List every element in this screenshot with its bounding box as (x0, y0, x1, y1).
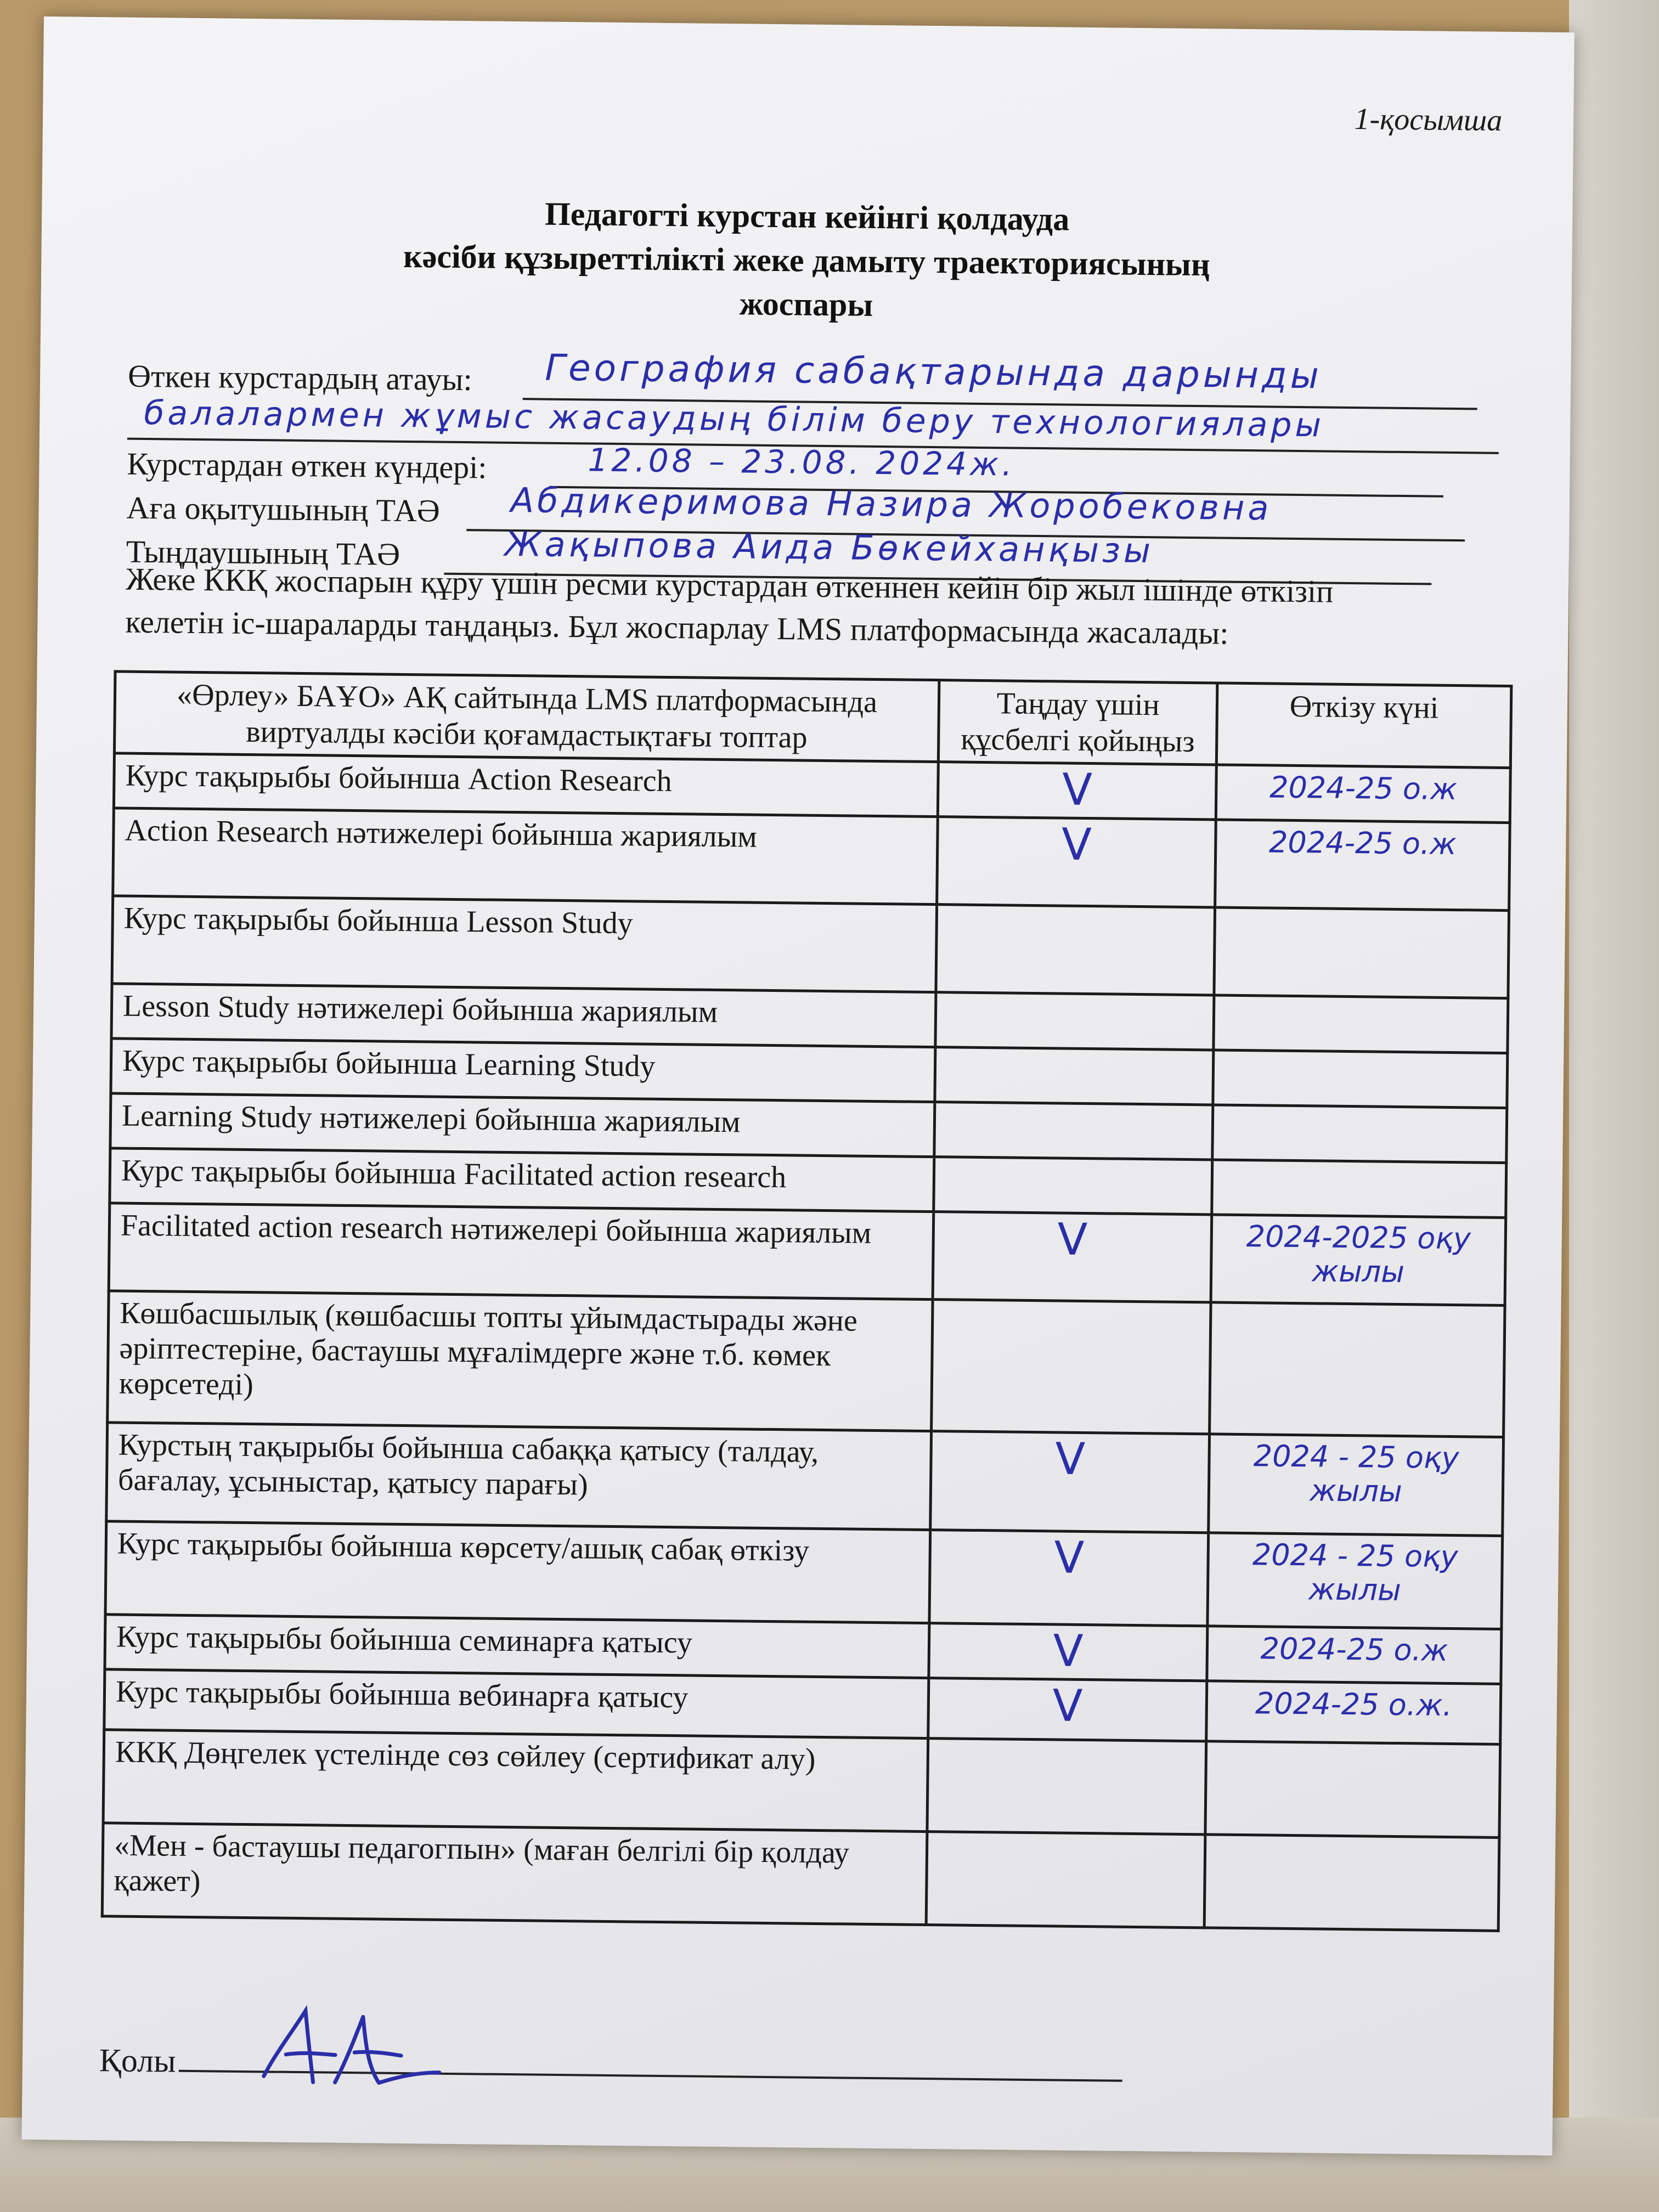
date-cell[interactable] (1205, 1741, 1500, 1838)
checkmark-icon: V (1054, 1433, 1086, 1485)
checkbox-cell[interactable] (927, 1739, 1206, 1835)
activity-cell: Көшбасшылық (көшбасшы топты ұйымдастырады және әріптестеріне, бастаушы мұғалімдерге және т.б. көмек көрсетеді) (108, 1291, 933, 1431)
checkmark-icon: V (1057, 1214, 1088, 1266)
table-row (105, 1521, 1503, 1629)
date-cell[interactable] (1206, 1681, 1501, 1745)
course-dates-label: Курстардан өткен күндері: (127, 445, 487, 486)
checkbox-cell[interactable] (929, 1530, 1209, 1626)
table-header-row (114, 672, 1511, 768)
checkbox-cell[interactable] (936, 905, 1215, 995)
activity-cell: Курс тақырыбы бойынша Lesson Study (112, 896, 937, 992)
table-row (103, 1730, 1500, 1838)
table-row (112, 896, 1509, 998)
checkbox-cell[interactable] (935, 992, 1214, 1050)
signature-label: Қолы (99, 2042, 176, 2079)
activity-cell: Курс тақырыбы бойынша вебинарға қатысу (104, 1669, 929, 1739)
date-cell[interactable] (1213, 1050, 1508, 1108)
course-dates-value: 12.08 – 23.08. 2024ж. (588, 441, 1016, 483)
checkmark-icon: V (1052, 1680, 1083, 1731)
handwritten-date: 2024-25 о.ж (1260, 1631, 1448, 1668)
date-cell[interactable] (1204, 1835, 1499, 1931)
handwritten-date: 2024 - 25 оқу жылы (1252, 1537, 1459, 1608)
date-cell[interactable] (1216, 765, 1510, 823)
checkmark-icon: V (1061, 819, 1092, 871)
checkbox-cell[interactable] (930, 1431, 1210, 1533)
checkbox-cell[interactable] (928, 1678, 1207, 1741)
date-cell[interactable] (1212, 1105, 1507, 1163)
course-name-label: Өткен курстардың атауы: (127, 358, 473, 398)
title-line-3: жоспары (739, 285, 873, 323)
annex-label: 1-қосымша (1354, 102, 1503, 138)
handwritten-date: 2024 - 25 оқу жылы (1253, 1438, 1459, 1509)
checkbox-cell[interactable] (935, 1047, 1214, 1105)
handwritten-signature (252, 1999, 484, 2095)
course-name-value-line2: балалармен жұмыс жасаудың білім беру технологиялары (144, 393, 1325, 445)
checkbox-cell[interactable] (929, 1623, 1207, 1681)
title-line-1: Педагогті курстан кейінгі қолдауда (544, 195, 1070, 238)
trainer-name-label: Аға оқытушының ТАӘ (126, 489, 441, 529)
activity-cell: Курс тақырыбы бойынша Learning Study (111, 1039, 935, 1102)
date-cell[interactable] (1214, 995, 1508, 1053)
activity-cell: Lesson Study нәтижелері бойынша жариялым (111, 984, 936, 1047)
checkmark-icon: V (1053, 1625, 1084, 1677)
activity-cell: Курс тақырыбы бойынша Action Research (114, 753, 938, 817)
checkbox-cell[interactable] (932, 1300, 1211, 1434)
table-body (102, 753, 1510, 1931)
checkmark-icon: V (1062, 764, 1093, 816)
checkbox-cell[interactable] (933, 1212, 1212, 1302)
document-page (21, 16, 1574, 2155)
handwritten-date: 2024-25 о.ж (1269, 770, 1458, 807)
activity-cell: Курс тақырыбы бойынша Facilitated action research (110, 1148, 934, 1212)
date-cell[interactable] (1209, 1434, 1504, 1536)
header-date: Өткізу күні (1217, 683, 1511, 768)
instruction-line-1: Жеке ККҚ жоспарын құру үшін ресми курстардан өткеннен кейін бір жыл ішінде өткізіп (125, 561, 1334, 610)
instruction-text (125, 558, 1530, 658)
activity-cell: Action Research нәтижелері бойынша жариялым (113, 808, 938, 905)
checkbox-cell[interactable] (934, 1102, 1213, 1160)
date-cell[interactable] (1210, 1302, 1505, 1437)
background-surface (1569, 0, 1659, 2212)
handwritten-date: 2024-2025 оқу жылы (1246, 1219, 1471, 1290)
table-row (113, 808, 1510, 911)
activity-cell: ККҚ Дөңгелек үстелінде сөз сөйлеу (сертификат алу) (103, 1730, 928, 1832)
activity-cell: «Мен - бастаушы педагогпын» (маған белгілі бір қолдау қажет) (102, 1823, 927, 1925)
form-fields (126, 346, 1499, 591)
table-row (102, 1823, 1499, 1931)
activity-cell: Курс тақырыбы бойынша семинарға қатысу (105, 1615, 929, 1678)
checkmark-icon: V (1053, 1532, 1085, 1584)
date-cell[interactable] (1212, 1160, 1506, 1218)
date-cell[interactable] (1207, 1533, 1503, 1629)
title-line-2: кәсіби құзыреттілікті жеке дамыту траекториясының (403, 238, 1210, 283)
date-cell[interactable] (1207, 1626, 1502, 1684)
date-cell[interactable] (1211, 1215, 1505, 1306)
activity-cell: Курстың тақырыбы бойынша сабаққа қатысу (талдау, бағалау, ұсыныстар, қатысу парағы) (106, 1423, 932, 1530)
header-activity: «Өрлеу» БАҰО» АҚ сайтында LMS платформасында виртуалды кәсіби қоғамдастықтағы топтар (114, 672, 939, 762)
date-cell[interactable] (1214, 907, 1509, 998)
course-name-value-line1: География сабақтарында дарынды (544, 346, 1323, 397)
table-row (108, 1291, 1505, 1437)
listener-name-value: Жақыпова Аида Бөкейханқызы (504, 523, 1154, 571)
activity-cell: Facilitated action research нәтижелері бойынша жариялым (109, 1203, 934, 1300)
document-title (41, 187, 1572, 334)
header-select: Таңдау үшін құсбелгі қойыңыз (939, 680, 1218, 765)
checkbox-cell[interactable] (934, 1157, 1212, 1215)
handwritten-date: 2024-25 о.ж (1268, 825, 1457, 862)
date-cell[interactable] (1215, 820, 1510, 911)
listener-name-label: Тыңдаушының ТАӘ (126, 533, 400, 572)
activity-cell: Курс тақырыбы бойынша көрсету/ашық сабақ өткізу (105, 1521, 930, 1623)
table-row (106, 1423, 1504, 1536)
table-row (109, 1203, 1506, 1306)
plan-table (101, 670, 1513, 1932)
instruction-line-2: келетін іс-шараларды таңдаңыз. Бұл жоспарлау LMS платформасында жасалады: (125, 603, 1229, 651)
checkbox-cell[interactable] (937, 817, 1216, 907)
activity-cell: Learning Study нәтижелері бойынша жариялым (110, 1093, 935, 1157)
trainer-name-value: Абдикеримова Назира Жоробековна (510, 479, 1272, 528)
checkbox-cell[interactable] (926, 1832, 1205, 1928)
handwritten-date: 2024-25 о.ж. (1255, 1686, 1453, 1723)
checkbox-cell[interactable] (938, 762, 1216, 820)
